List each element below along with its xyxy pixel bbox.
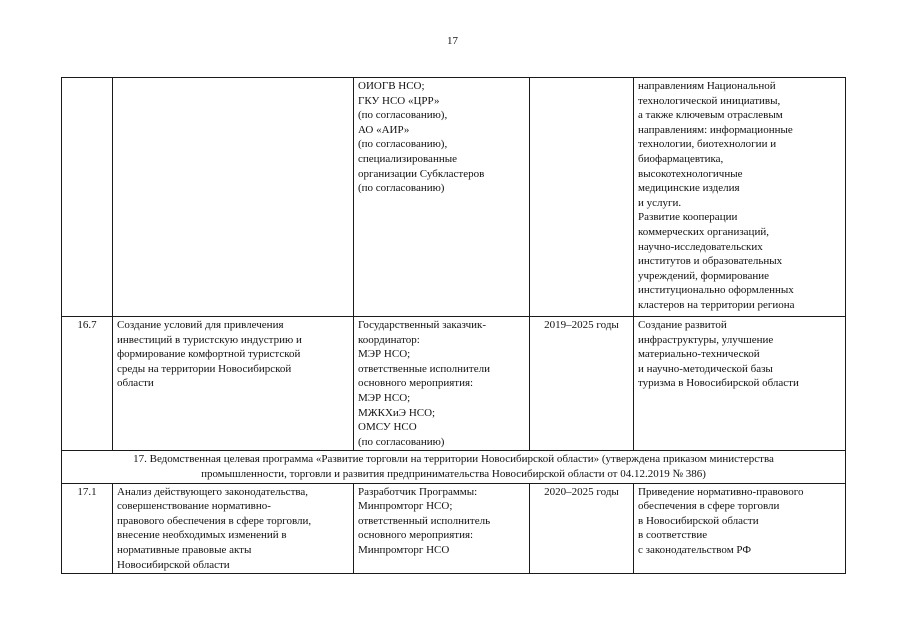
text-line: (по согласованию), — [358, 109, 448, 122]
text-line: внесение необходимых изменений в — [117, 529, 287, 542]
text-line: специализированные — [358, 152, 457, 165]
text-line: туризма в Новосибирской области — [638, 377, 799, 390]
text-line: ОИОГВ НСО; — [358, 80, 425, 92]
text-line: Новосибирской области — [117, 558, 230, 571]
text-line: ГКУ НСО «ЦРР» — [358, 94, 440, 107]
measure-executors — [354, 483, 530, 574]
measure-executors — [354, 317, 530, 451]
measure-executors — [354, 78, 530, 317]
text-line: технологии, биотехнологии и — [638, 138, 777, 151]
text-line: нормативные правовые акты — [117, 543, 252, 556]
text-line: совершенствование нормативно- — [117, 500, 271, 513]
text-line: среды на территории Новосибирской — [117, 362, 292, 375]
table-row — [62, 317, 846, 451]
section-heading-row — [62, 451, 846, 483]
measure-name — [113, 317, 354, 451]
table-row — [62, 78, 846, 317]
text-line: ОМСУ НСО — [358, 421, 417, 434]
measure-period: 2019–2025 годы — [530, 317, 634, 451]
text-line: институционально оформленных — [638, 284, 794, 297]
text-line: и научно-методической базы — [638, 362, 773, 375]
text-line: материально-технической — [638, 348, 760, 361]
text-line: Разработчик Программы: — [358, 485, 478, 498]
row-number: 16.7 — [62, 317, 113, 451]
text-line: коммерческих организаций, — [638, 225, 769, 238]
text-line: МЭР НСО; — [358, 391, 411, 404]
page-number: 17 — [447, 35, 458, 47]
text-line: организации Субкластеров — [358, 167, 485, 180]
measure-name — [113, 483, 354, 574]
row-number: 17.1 — [62, 483, 113, 574]
text-line: медицинские изделия — [638, 182, 740, 195]
measure-name — [113, 78, 354, 317]
measure-period — [530, 78, 634, 317]
text-line: ответственный исполнитель — [358, 514, 491, 527]
text-line: области — [117, 377, 154, 390]
measure-result — [634, 483, 846, 574]
text-line: направлениям: информационные — [638, 123, 793, 136]
text-line: институтов и образовательных — [638, 255, 783, 268]
section-heading-line: промышленности, торговли и развития предпринимательства Новосибирской области от 04.12.2019 № 386) — [201, 467, 706, 480]
text-line: Государственный заказчик- — [358, 319, 487, 331]
section-heading — [62, 451, 846, 483]
text-line: координатор: — [358, 333, 420, 346]
text-line: в соответствие — [638, 529, 708, 542]
measure-result — [634, 317, 846, 451]
text-line: обеспечения в сфере торговли — [638, 500, 780, 513]
text-line: формирование комфортной туристской — [117, 348, 301, 361]
text-line: технологической инициативы, — [638, 94, 781, 107]
section-heading-line: 17. Ведомственная целевая программа «Развитие торговли на территории Новосибирской области» (утверждена приказом министерства — [133, 453, 774, 466]
text-line: Минпромторг НСО; — [358, 500, 453, 513]
measure-period: 2020–2025 годы — [530, 483, 634, 574]
row-number — [62, 78, 113, 317]
text-line: Анализ действующего законодательства, — [117, 485, 309, 498]
text-line: а также ключевым отраслевым — [638, 109, 783, 122]
text-line: Развитие кооперации — [638, 211, 738, 224]
text-line: и услуги. — [638, 196, 682, 209]
measure-result — [634, 78, 846, 317]
text-line: инвестиций в туристскую индустрию и — [117, 333, 302, 346]
text-line: Приведение нормативно-правового — [638, 485, 804, 498]
text-line: высокотехнологичные — [638, 167, 743, 180]
text-line: Минпромторг НСО — [358, 543, 450, 556]
text-line: правового обеспечения в сфере торговли, — [117, 514, 312, 527]
program-table — [61, 77, 846, 574]
text-line: направлениям Национальной — [638, 80, 776, 92]
text-line: основного мероприятия: — [358, 377, 474, 390]
text-line: (по согласованию), — [358, 138, 448, 151]
text-line: кластеров на территории региона — [638, 298, 795, 311]
text-line: (по согласованию) — [358, 435, 445, 448]
table-row — [62, 483, 846, 574]
text-line: биофармацевтика, — [638, 152, 724, 165]
text-line: Создание развитой — [638, 319, 727, 331]
text-line: учреждений, формирование — [638, 269, 770, 282]
text-line: основного мероприятия: — [358, 529, 474, 542]
text-line: инфраструктуры, улучшение — [638, 333, 774, 346]
text-line: АО «АИР» — [358, 123, 410, 136]
text-line: (по согласованию) — [358, 182, 445, 195]
text-line: научно-исследовательских — [638, 240, 763, 253]
text-line: МЖКХиЭ НСО; — [358, 406, 436, 419]
text-line: Создание условий для привлечения — [117, 319, 284, 331]
text-line: в Новосибирской области — [638, 514, 759, 527]
text-line: МЭР НСО; — [358, 348, 411, 361]
text-line: с законодательством РФ — [638, 543, 752, 556]
text-line: ответственные исполнители — [358, 362, 490, 375]
